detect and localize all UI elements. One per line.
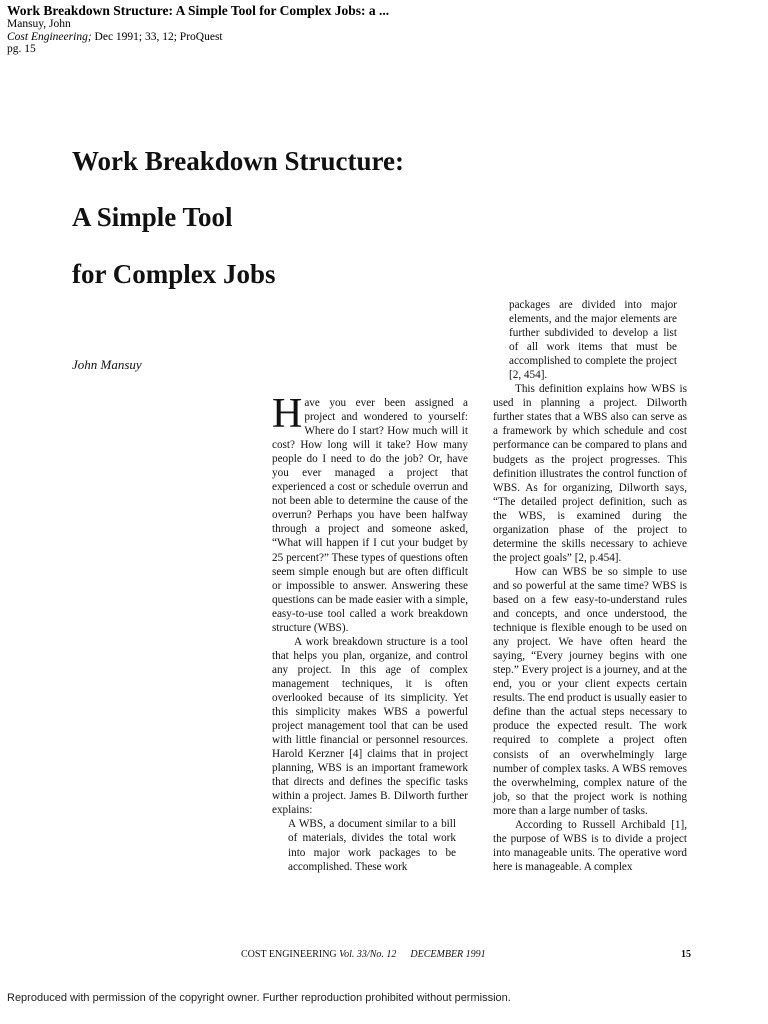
- paragraph: This definition explains how WBS is used in planning a project. Dilworth further states that a WBS also can serve as a framework by which schedule and cost performance can be compared to plans and budgets as the project progresses. This definition illustrates the control function of WBS. As for organizing, Dilworth says, “The detailed project definition, such as the WBS, is examined during the organization phase of the project to determine the skills necessary to achieve the project goals” [2, p.454].: [493, 383, 687, 564]
- article-title-line-2: A Simple Tool: [72, 202, 233, 232]
- citation-header: [7, 3, 389, 56]
- block-quote: A WBS, a document similar to a bill of materials, divides the total work into major work packages to be accomplished. These work: [288, 818, 456, 873]
- paragraph: How can WBS be so simple to use and so powerful at the same time? WBS is based on a few easy-to-understand rules and concepts, and once understood, the technique is flexible enough to be used on any project. We have often heard the saying, “Every journey begins with one step.” Every project is a journey, and at the end, you or your client expects certain results. The end product is usually easier to define than the actual steps necessary to produce the expected result. The work required to complete a project often consists of an overwhelmingly large number of complex tasks. A WBS removes the overwhelming, complex nature of the job, so that the project work is nothing more than a large number of tasks.: [493, 565, 687, 817]
- block-quote-continued: packages are divided into major elements, and the major elements are further subdivided to develop a list of all work items that must be accomplished to complete the project [2, 454].: [509, 299, 677, 382]
- footer-date: DECEMBER 1991: [410, 949, 486, 960]
- citation-author: Mansuy, John: [7, 18, 71, 30]
- article-title-line-1: Work Breakdown Structure:: [72, 146, 405, 176]
- paragraph: According to Russell Archibald [1], the purpose of WBS is to divide a project into manageable units. The operative word here is manageable. A complex: [493, 818, 687, 873]
- footer-volume: Vol. 33/No. 12: [339, 949, 397, 960]
- citation-page: pg. 15: [7, 43, 36, 55]
- text-column-1: [272, 391, 468, 874]
- permission-notice: Reproduced with permission of the copyright owner. Further reproduction prohibited without permission.: [7, 992, 511, 1004]
- paragraph: A work breakdown structure is a tool that helps you plan, organize, and control any project. In this age of complex management techniques, it is often overlooked because of its simplicity. Yet this simplicity makes WBS a powerful project management tool that can be used with little financial or personnel resources. Harold Kerzner [4] claims that in project planning, WBS is an important framework that directs and defines the specific tasks within a project. James B. Dilworth further explains:: [272, 635, 468, 817]
- citation-source: [7, 31, 389, 44]
- citation-journal: Cost Engineering;: [7, 30, 92, 43]
- footer-journal: COST ENGINEERING: [241, 949, 340, 960]
- running-footer: [241, 949, 486, 960]
- page-number: 15: [681, 949, 691, 960]
- text-column-2: [493, 298, 687, 874]
- citation-issue: Dec 1991; 33, 12; ProQuest: [91, 30, 223, 43]
- paragraph-text: ave you ever been assigned a project and wondered to yourself: Where do I start? How much will it cost? How long will it take? How many people do I need to do the job? Or, have you ever managed a project that experienced a cost or schedule overrun and not been able to determine the cause of the overrun? Perhaps you have been halfway through a project and someone asked, “What will happen if I cut your budget by 25 percent?” These types of questions often seem simple enough but are often difficult or impossible to answer. Answering these questions can be made easier with a simple, easy-to-use tool called a work breakdown structure (WBS).: [272, 397, 468, 634]
- article-author: John Mansuy: [72, 357, 142, 372]
- citation-headline: Work Breakdown Structure: A Simple Tool for Complex Jobs: a ...: [7, 3, 390, 18]
- article-title-line-3: for Complex Jobs: [72, 259, 276, 289]
- paragraph: [272, 391, 468, 635]
- drop-cap: H: [272, 391, 303, 437]
